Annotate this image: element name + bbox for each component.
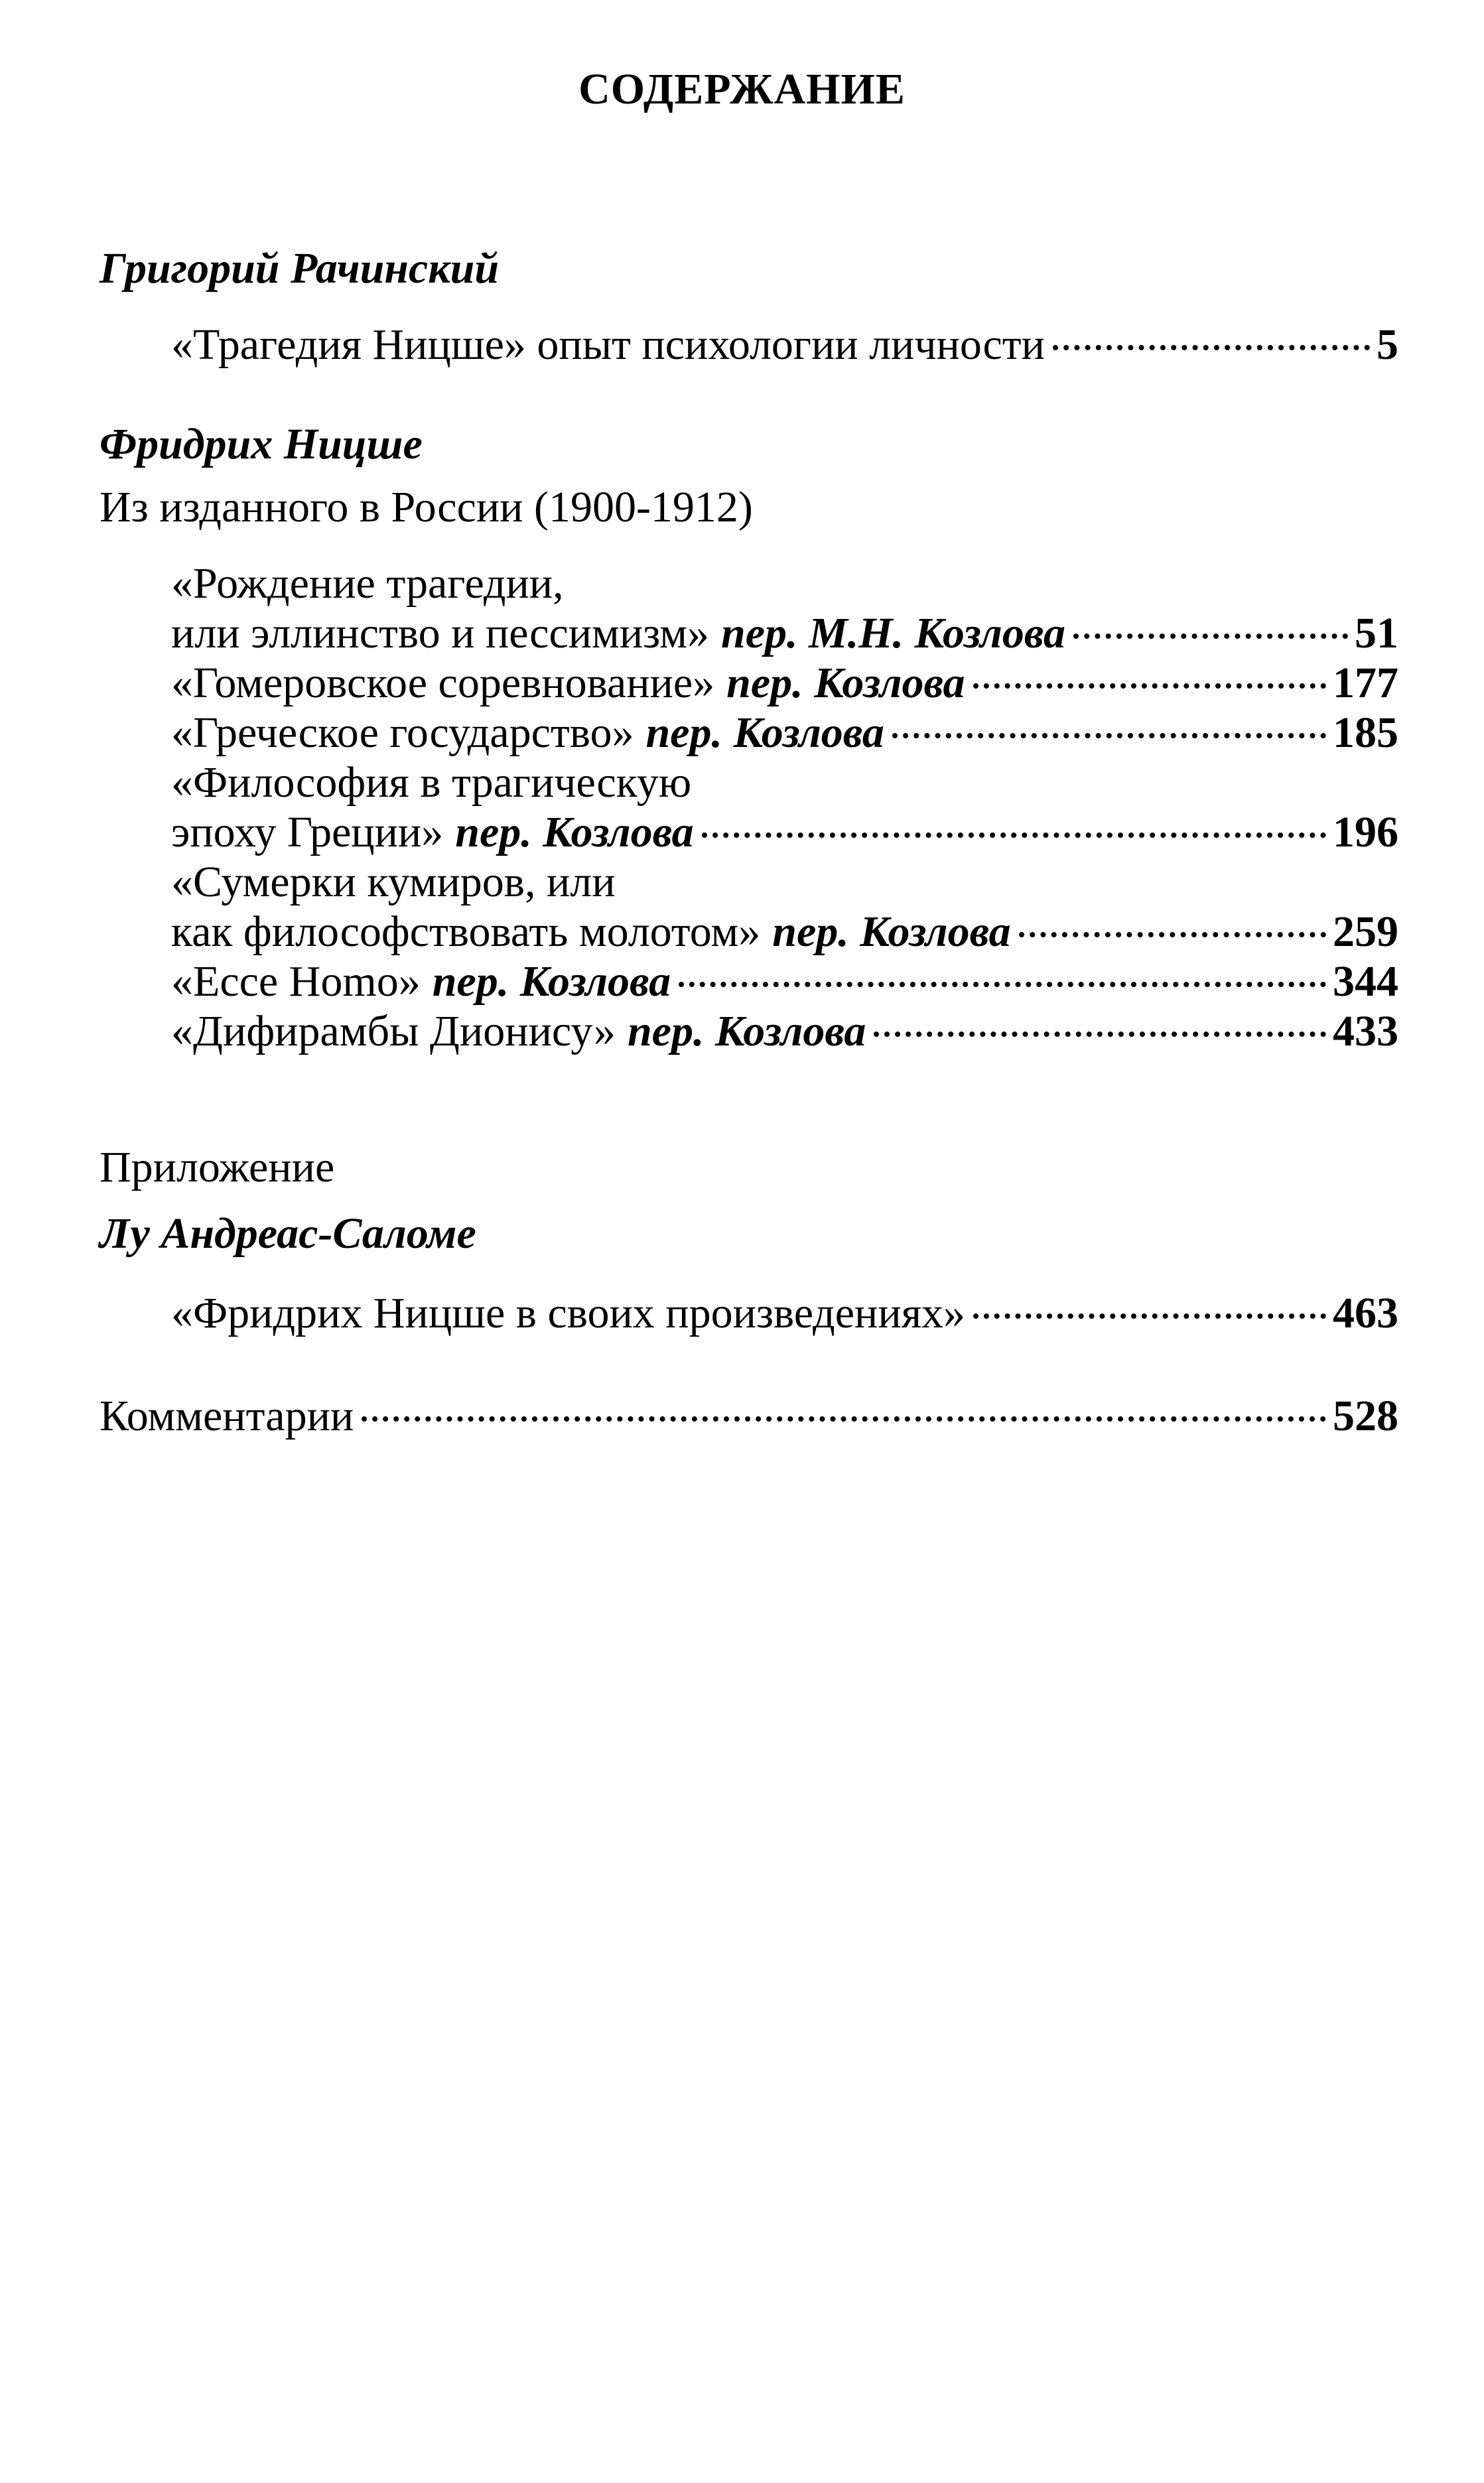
section-published-in-russia: Из изданного в России (1900-1912) bbox=[100, 483, 753, 531]
toc-entry-line1: «Рождение трагедии, bbox=[171, 559, 564, 608]
page-number: 177 bbox=[1333, 659, 1398, 707]
entry-translator: пер. Козлова bbox=[772, 907, 1011, 956]
entry-title: «Ecce Homo» bbox=[171, 957, 421, 1006]
entry-translator: пер. Козлова bbox=[627, 1007, 866, 1055]
dot-leader bbox=[892, 733, 1326, 738]
entry-translator: пер. Козлова bbox=[432, 957, 671, 1006]
page-number: 5 bbox=[1377, 320, 1398, 369]
author-rachinsky: Григорий Рачинский bbox=[100, 244, 500, 293]
page-number: 344 bbox=[1333, 957, 1398, 1006]
entry-translator: пер. М.Н. Козлова bbox=[721, 609, 1065, 657]
toc-entry-greek-state[interactable] bbox=[171, 706, 1398, 760]
entry-translator: пер. Козлова bbox=[455, 808, 694, 856]
page-title: СОДЕРЖАНИЕ bbox=[578, 65, 906, 113]
entry-title: «Фридрих Ницше в своих произведениях» bbox=[171, 1289, 966, 1337]
toc-entry-birth-of-tragedy[interactable] bbox=[171, 607, 1398, 660]
dot-leader bbox=[973, 683, 1326, 689]
entry-title: или эллинство и пессимизм» bbox=[171, 609, 710, 657]
toc-entry-line1: «Философия в трагическую bbox=[171, 758, 692, 807]
toc-entry-line1: «Сумерки кумиров, или bbox=[171, 858, 616, 906]
page-number: 433 bbox=[1333, 1007, 1398, 1055]
page-number: 51 bbox=[1355, 609, 1398, 657]
dot-leader bbox=[1053, 345, 1370, 350]
entry-title: «Греческое государство» bbox=[171, 708, 634, 757]
entry-title: эпоху Греции» bbox=[171, 808, 444, 856]
dot-leader bbox=[973, 1313, 1326, 1319]
toc-entry-homers-contest[interactable] bbox=[171, 657, 1398, 710]
toc-entry-ecce-homo[interactable] bbox=[171, 955, 1398, 1008]
toc-entry-nietzsche-in-works[interactable] bbox=[171, 1287, 1398, 1340]
toc-entry-philosophy-tragic-age[interactable] bbox=[171, 806, 1398, 859]
entry-translator: пер. Козлова bbox=[645, 708, 884, 757]
dot-leader bbox=[1073, 634, 1348, 639]
toc-entry-commentary[interactable] bbox=[100, 1390, 1398, 1443]
page-number: 196 bbox=[1333, 808, 1398, 856]
dot-leader bbox=[874, 1032, 1326, 1037]
toc-entry-tragedy-nietzsche[interactable] bbox=[171, 318, 1398, 371]
entry-title: «Трагедия Ницше» опыт психологии личности bbox=[171, 320, 1045, 369]
dot-leader bbox=[702, 833, 1326, 838]
entry-title: «Дифирамбы Дионису» bbox=[171, 1007, 616, 1055]
page-number: 259 bbox=[1333, 907, 1398, 956]
entry-translator: пер. Козлова bbox=[726, 659, 965, 707]
author-andreas-salome: Лу Андреас-Саломе bbox=[100, 1209, 476, 1258]
page-number: 528 bbox=[1333, 1392, 1398, 1440]
toc-entry-dionysian-dithyrambs[interactable] bbox=[171, 1005, 1398, 1058]
entry-title: Комментарии bbox=[100, 1392, 354, 1440]
entry-title: «Гомеровское соревнование» bbox=[171, 659, 715, 707]
dot-leader bbox=[362, 1416, 1326, 1422]
entry-title: как философствовать молотом» bbox=[171, 907, 761, 956]
dot-leader bbox=[679, 982, 1326, 987]
page-number: 185 bbox=[1333, 708, 1398, 757]
toc-entry-twilight-idols[interactable] bbox=[171, 906, 1398, 959]
section-appendix: Приложение bbox=[100, 1143, 335, 1191]
author-nietzsche: Фридрих Ницше bbox=[100, 420, 423, 468]
dot-leader bbox=[1019, 932, 1326, 937]
page-number: 463 bbox=[1333, 1289, 1398, 1337]
